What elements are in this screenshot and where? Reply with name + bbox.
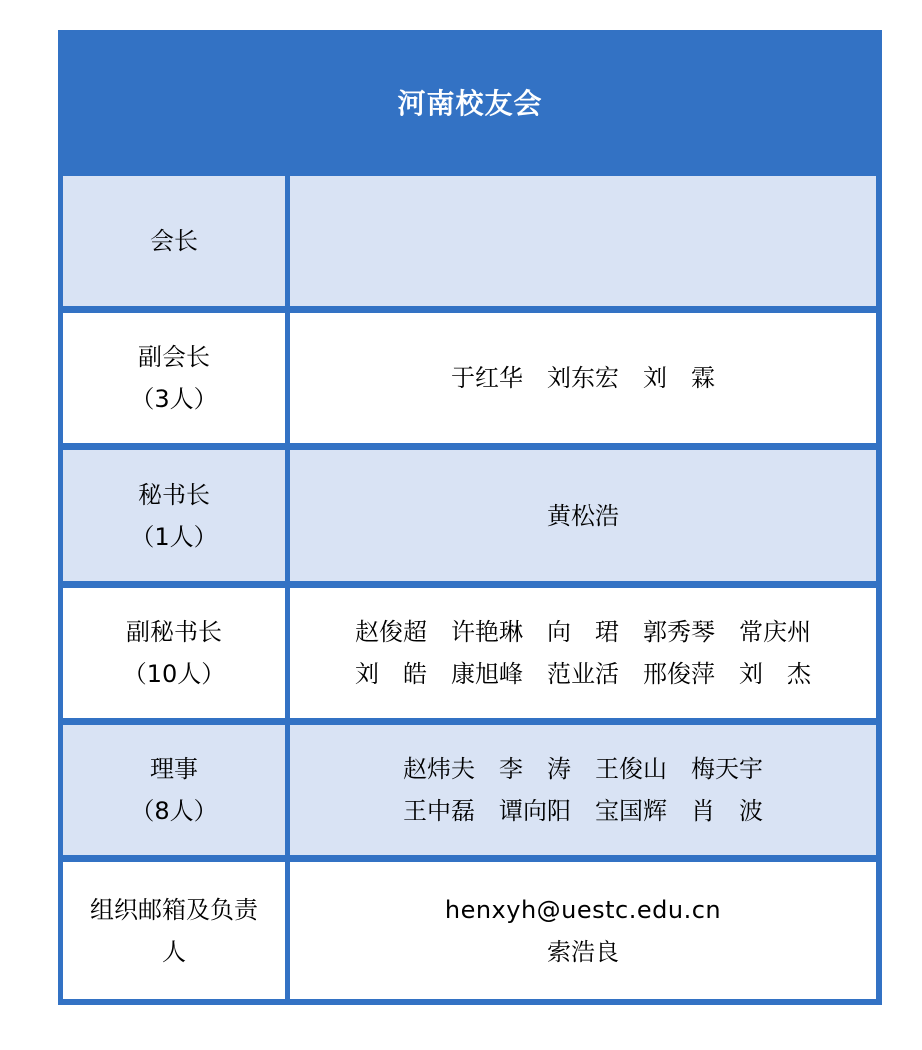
contact-person: 索浩良 [547,937,619,966]
role-label: 组织邮箱及负责 [90,895,258,924]
contact-email: henxyh@uestc.edu.cn [444,895,722,924]
names-line: 赵炜夫 李 涛 王俊山 梅天宇 [403,755,763,783]
names-cell-deputy-secretary-general [290,588,876,718]
role-count: （8人） [130,797,218,825]
names-line: 赵俊超 许艳琳 向 珺 郭秀琴 常庆州 [355,618,811,646]
names-line: 于红华 刘东宏 刘 霖 [451,364,715,392]
table-title: 河南校友会 [397,87,543,120]
names-line: 刘 皓 康旭峰 范业活 邢俊萍 刘 杰 [355,660,811,688]
names-cell-contact [290,862,876,999]
role-label: 副会长 [138,343,210,371]
role-cell-president [63,176,285,306]
role-label: 人 [162,937,186,966]
role-cell-contact [63,862,285,999]
names-line: 王中磊 谭向阳 宝国辉 肖 波 [403,797,763,825]
role-cell-vice-president [63,313,285,443]
role-cell-deputy-secretary-general [63,588,285,718]
names-line: 黄松浩 [547,501,619,530]
names-cell-secretary-general [290,450,876,581]
names-cell-president [290,176,876,306]
role-label: 理事 [150,755,198,783]
alumni-table [58,30,882,1005]
names-cell-vice-president [290,313,876,443]
role-count: （10人） [122,660,226,688]
role-count: （3人） [130,385,218,413]
role-label: 副秘书长 [126,618,222,646]
role-cell-council-member [63,725,285,855]
role-label: 会长 [150,227,198,255]
role-count: （1人） [130,522,218,551]
names-cell-council-member [290,725,876,855]
role-label: 秘书长 [138,480,210,509]
role-cell-secretary-general [63,450,285,581]
